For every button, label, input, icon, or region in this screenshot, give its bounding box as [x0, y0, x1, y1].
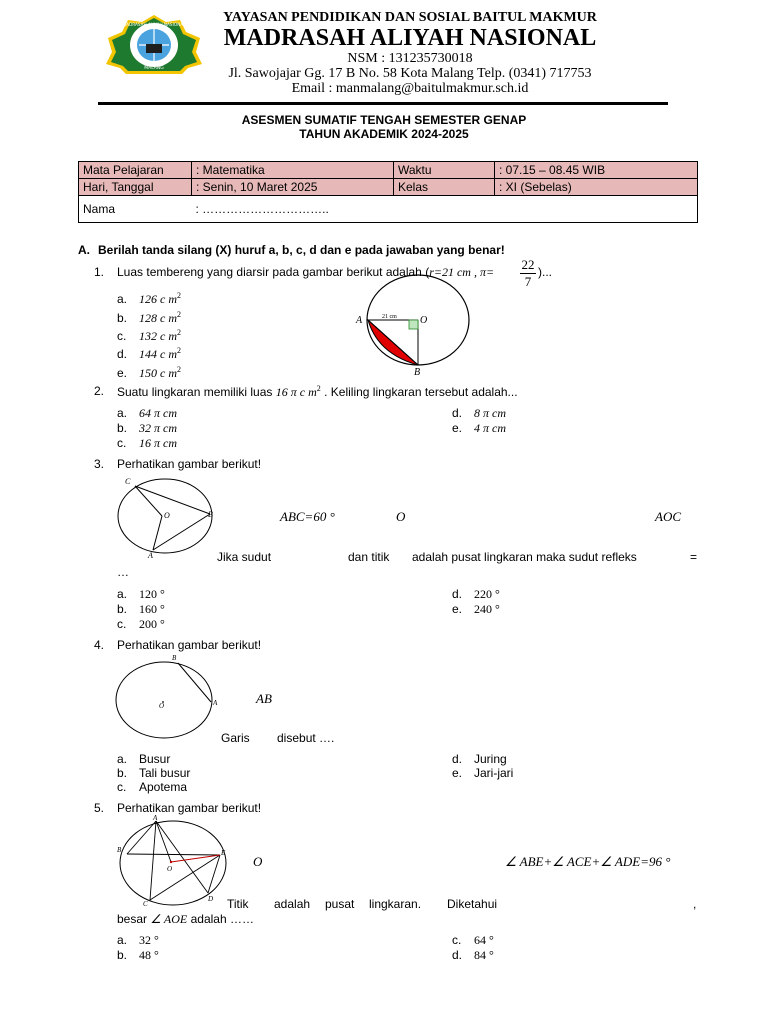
option-value: 150 c m — [139, 366, 177, 380]
school-logo — [104, 14, 204, 74]
q3-math-center: O — [396, 509, 406, 524]
foundation-name: YAYASAN PENDIDIKAN DAN SOSIAL BAITUL MAKMUR — [223, 10, 597, 25]
option[interactable] — [117, 933, 159, 948]
option-letter: c. — [117, 329, 127, 343]
svg-text:O: O — [164, 511, 170, 520]
option[interactable] — [117, 780, 187, 794]
exam-year: TAHUN AKADEMIK 2024-2025 — [299, 127, 469, 141]
option-value: 64 ° — [474, 933, 494, 947]
option[interactable] — [452, 766, 513, 780]
option[interactable] — [452, 406, 506, 421]
option-letter: c. — [117, 436, 127, 450]
option-value: 126 c m — [139, 292, 177, 306]
exam-title: ASESMEN SUMATIF TENGAH SEMESTER GENAP — [241, 113, 527, 127]
mapel-label: Mata Pelajaran — [79, 162, 192, 179]
q5-text: lingkaran. — [369, 897, 422, 911]
option-letter: a. — [117, 752, 128, 766]
question-number: 3. — [94, 457, 105, 471]
option-value: 32 π cm — [139, 421, 178, 435]
q5-math-angle: ∠ AOE — [150, 912, 188, 926]
option-letter: c. — [117, 780, 127, 794]
school-nsm: NSM : 131235730018 — [347, 51, 473, 66]
question-intro: Perhatikan gambar berikut! — [117, 638, 262, 652]
svg-text:MALANG: MALANG — [144, 66, 164, 71]
option-letter: c. — [117, 617, 127, 631]
option-value: 220 ° — [474, 587, 500, 601]
option-exponent: 2 — [177, 291, 181, 300]
option[interactable] — [117, 291, 181, 307]
option-value: 128 c m — [139, 311, 177, 325]
option-letter: a. — [117, 587, 128, 601]
waktu-value: : 07.15 – 08.45 WIB — [495, 162, 698, 179]
option-value: 160 ° — [139, 602, 165, 616]
q5-text: , — [693, 897, 697, 911]
option-value: 48 ° — [139, 948, 159, 962]
option[interactable] — [117, 328, 181, 344]
option-value: 16 π cm — [139, 436, 178, 450]
option-letter: b. — [117, 602, 128, 616]
option-letter: d. — [452, 587, 463, 601]
mapel-value: : Matematika — [192, 162, 394, 179]
option[interactable] — [117, 310, 181, 326]
section-letter: A. — [78, 243, 90, 257]
q1-text: Luas tembereng yang diarsir pada gambar berikut adalah ( — [117, 265, 430, 279]
nama-field[interactable]: : ………………………….. — [192, 196, 698, 223]
q4-text: Garis — [221, 731, 250, 745]
question-number: 5. — [94, 801, 105, 815]
option-letter: e. — [452, 421, 463, 435]
svg-text:A: A — [153, 814, 158, 822]
q5-text: adalah — [274, 897, 311, 911]
option[interactable] — [117, 436, 177, 451]
school-name: MADRASAH ALIYAH NASIONAL — [223, 25, 597, 51]
option-value: Jari-jari — [474, 766, 514, 780]
q3-circle-figure — [115, 474, 225, 560]
option-value: 32 ° — [139, 933, 159, 947]
option-letter: b. — [117, 948, 128, 962]
svg-text:A: A — [148, 551, 153, 560]
option-value: 8 π cm — [474, 406, 507, 420]
option-letter: b. — [117, 421, 128, 435]
school-address: Jl. Sawojajar Gg. 17 B No. 58 Kota Malang Telp. (0341) 717753 — [228, 66, 592, 81]
q3-text: Jika sudut — [217, 550, 272, 564]
svg-text:B: B — [208, 510, 213, 519]
option[interactable] — [452, 587, 500, 602]
q5-math-center: O — [253, 854, 263, 869]
q2-text-a: Suatu lingkaran memiliki luas — [117, 385, 273, 399]
section-instruction: Berilah tanda silang (X) huruf a, b, c, d dan e pada jawaban yang benar! — [98, 243, 505, 257]
q3-text: … — [117, 565, 129, 579]
option-letter: e. — [117, 366, 128, 380]
option[interactable] — [117, 587, 165, 602]
q3-text: adalah pusat lingkaran maka sudut refleks — [412, 550, 637, 564]
hari-value: : Senin, 10 Maret 2025 — [192, 179, 394, 196]
option-value: Busur — [139, 752, 171, 766]
q5-circle-figure — [113, 814, 231, 910]
svg-text:B: B — [117, 846, 122, 854]
option[interactable] — [117, 766, 190, 780]
option[interactable] — [117, 406, 177, 421]
svg-text:O: O — [420, 315, 428, 326]
kelas-value: : XI (Sebelas) — [495, 179, 698, 196]
q2-math: 16 π c m — [275, 385, 317, 399]
q1-tail: )... — [538, 265, 552, 279]
q5-math-sum: ∠ ABE+∠ ACE+∠ ADE=96 ° — [505, 854, 671, 869]
q5-text: Titik — [227, 897, 249, 911]
fraction-numerator: 22 — [521, 257, 535, 272]
option[interactable] — [452, 421, 506, 436]
q3-text: = — [690, 550, 698, 564]
svg-text:MADRASAH ALIYAH NASIONAL: MADRASAH ALIYAH NASIONAL — [122, 22, 186, 27]
question-number: 2. — [94, 384, 105, 398]
q4-circle-figure — [112, 652, 224, 742]
q5-text: besar — [117, 912, 148, 926]
option-exponent: 2 — [177, 328, 181, 337]
option[interactable] — [117, 617, 165, 632]
option-value: Apotema — [139, 780, 188, 794]
option[interactable] — [117, 752, 170, 766]
q5-text: Diketahui — [447, 897, 498, 911]
q3-text: dan titik — [348, 550, 390, 564]
option-letter: b. — [117, 311, 128, 325]
option[interactable] — [117, 365, 181, 381]
option-value: Tali busur — [139, 766, 191, 780]
option-value: Juring — [474, 752, 507, 766]
nama-label: Nama — [79, 196, 192, 223]
svg-text:A: A — [213, 699, 218, 707]
q5-text-line2 — [117, 912, 254, 927]
q2-text-b: . Keliling lingkaran tersebut adalah... — [324, 385, 518, 399]
svg-text:C: C — [125, 477, 131, 486]
question-number: 4. — [94, 638, 105, 652]
q1-fraction — [520, 257, 536, 290]
option[interactable] — [452, 933, 494, 948]
option-value: 132 c m — [139, 329, 177, 343]
question-number: 1. — [94, 265, 105, 279]
option-value: 4 π cm — [474, 421, 507, 435]
q1-math: r=21 cm , π= — [429, 265, 495, 279]
kelas-label: Kelas — [394, 179, 495, 196]
option[interactable] — [117, 421, 177, 436]
svg-text:O: O — [167, 865, 173, 873]
option-exponent: 2 — [177, 310, 181, 319]
option-letter: a. — [117, 292, 128, 306]
option[interactable] — [117, 948, 159, 963]
q1-circle-figure — [350, 272, 475, 377]
svg-text:B: B — [172, 654, 177, 662]
q4-math-chord: AB — [256, 691, 272, 706]
header-divider — [98, 102, 668, 105]
option-letter: c. — [452, 933, 462, 947]
hari-label: Hari, Tanggal — [79, 179, 192, 196]
option-letter: a. — [117, 933, 128, 947]
option-letter: d. — [117, 347, 128, 361]
option[interactable] — [452, 948, 494, 963]
q5-text: adalah …… — [190, 912, 254, 926]
option-value: 240 ° — [474, 602, 500, 616]
svg-text:E: E — [221, 849, 226, 857]
exam-info-table — [78, 161, 698, 223]
q3-math-angle: ABC=60 ° — [280, 509, 335, 524]
option[interactable] — [117, 602, 165, 617]
option[interactable] — [452, 602, 500, 617]
option-value: 64 π cm — [139, 406, 178, 420]
question-text — [117, 384, 518, 400]
svg-text:D: D — [208, 895, 214, 903]
option-letter: b. — [117, 766, 128, 780]
svg-text:A: A — [356, 315, 363, 326]
q5-text: pusat — [325, 897, 355, 911]
q3-math-reflex: AOC — [655, 509, 681, 524]
option-exponent: 2 — [177, 346, 181, 355]
q2-exponent: 2 — [316, 384, 321, 393]
option-letter: e. — [452, 602, 463, 616]
option-letter: d. — [452, 948, 463, 962]
option-letter: e. — [452, 766, 463, 780]
option[interactable] — [117, 346, 181, 362]
svg-text:B: B — [414, 367, 421, 377]
option-exponent: 2 — [177, 365, 181, 374]
school-email: Email : manmalang@baitulmakmur.sch.id — [291, 81, 529, 96]
q4-text: disebut …. — [277, 731, 335, 745]
option-letter: a. — [117, 406, 128, 420]
svg-text:C: C — [143, 900, 148, 908]
question-intro: Perhatikan gambar berikut! — [117, 457, 262, 471]
option-value: 120 ° — [139, 587, 165, 601]
option[interactable] — [452, 752, 507, 766]
fraction-denominator: 7 — [520, 273, 536, 290]
svg-text:21 cm: 21 cm — [382, 314, 397, 320]
option-value: 144 c m — [139, 347, 177, 361]
svg-text:O: O — [159, 702, 165, 710]
option-letter: d. — [452, 406, 463, 420]
option-letter: d. — [452, 752, 463, 766]
option-value: 200 ° — [139, 617, 165, 631]
option-value: 84 ° — [474, 948, 494, 962]
waktu-label: Waktu — [394, 162, 495, 179]
question-intro: Perhatikan gambar berikut! — [117, 801, 262, 815]
